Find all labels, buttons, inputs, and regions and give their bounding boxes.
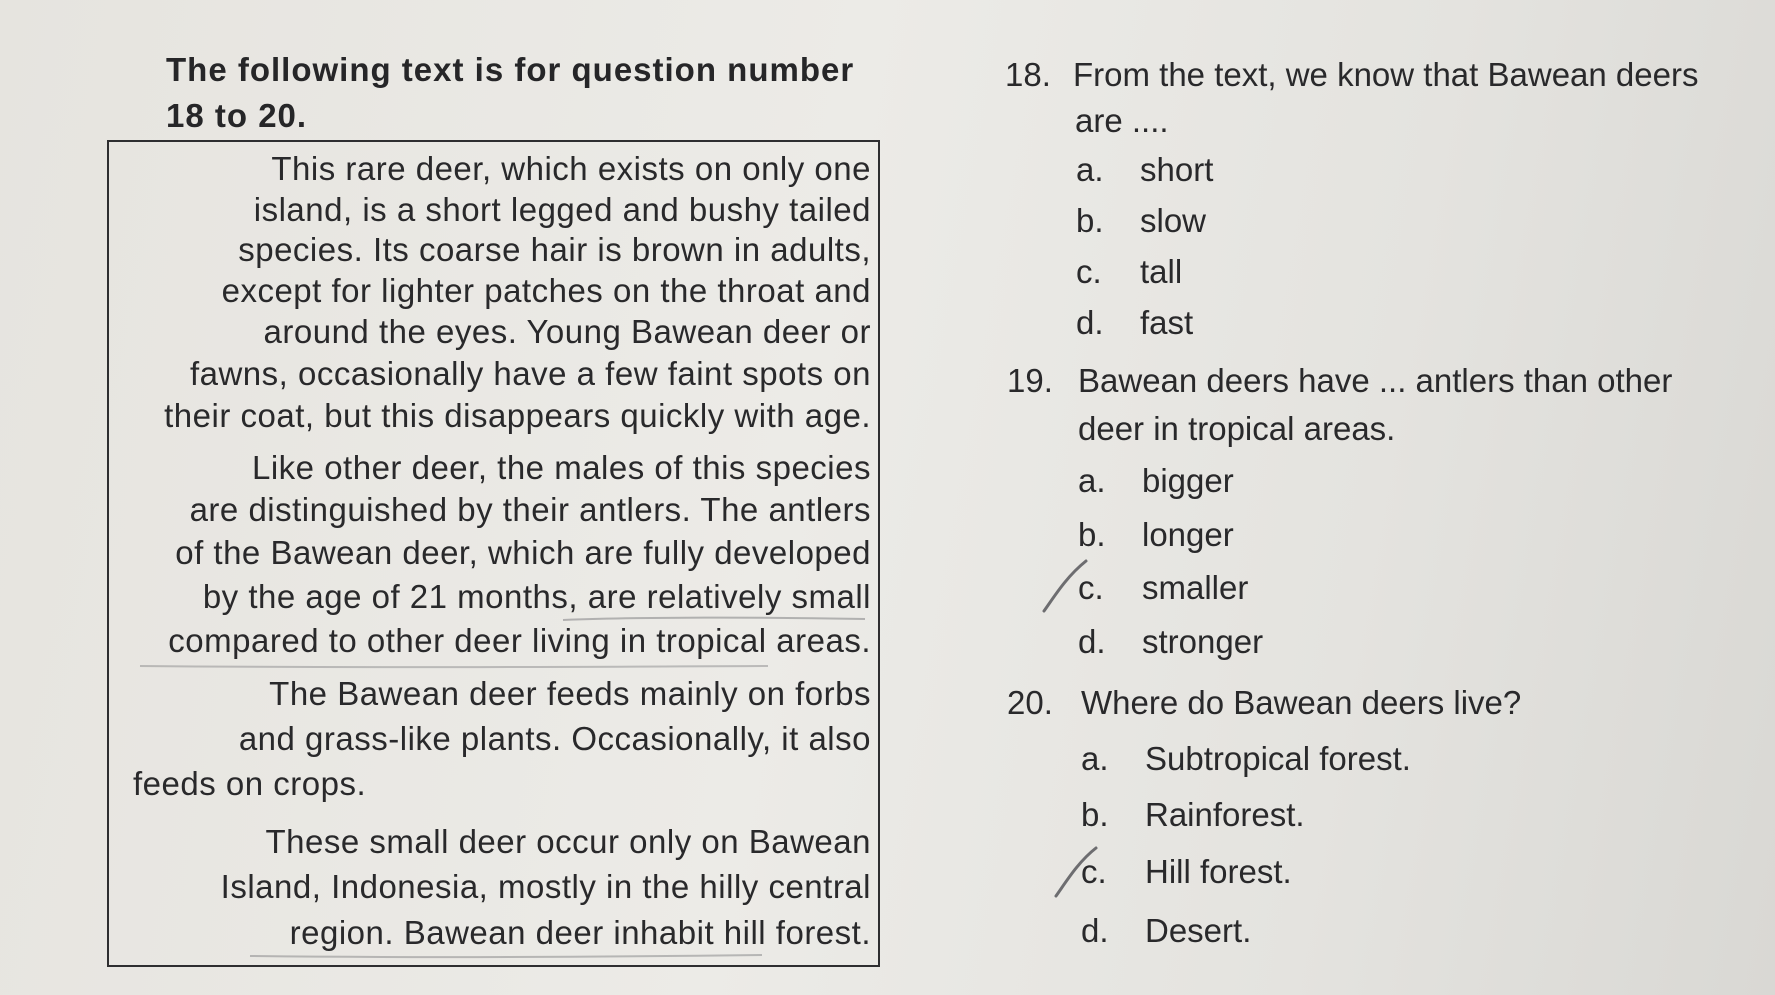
passage-line: The Bawean deer feeds mainly on forbs	[269, 675, 871, 712]
question-number: 18.	[1005, 56, 1051, 93]
passage-line: are distinguished by their antlers. The antlers	[189, 491, 871, 528]
passage-line: These small deer occur only on Bawean	[265, 823, 871, 860]
pencil-checkmark-icon	[1052, 840, 1102, 900]
option-letter: d.	[1081, 912, 1109, 949]
answer-option[interactable]	[1076, 304, 1193, 342]
passage-line: compared to other deer living in tropical areas.	[168, 622, 871, 659]
answer-option[interactable]	[1081, 740, 1411, 778]
option-letter: c.	[1081, 853, 1107, 890]
option-text: short	[1140, 151, 1214, 188]
passage-line: region. Bawean deer inhabit hill forest.	[289, 914, 871, 951]
option-text: tall	[1140, 253, 1183, 290]
option-text: Subtropical forest.	[1145, 740, 1411, 777]
answer-option[interactable]	[1081, 912, 1251, 950]
passage-line: fawns, occasionally have a few faint spots on	[189, 355, 871, 392]
option-letter: a.	[1078, 462, 1106, 499]
option-letter: d.	[1078, 623, 1106, 660]
option-text: fast	[1140, 304, 1194, 341]
option-letter: d.	[1076, 304, 1104, 341]
answer-option[interactable]	[1081, 853, 1292, 891]
answer-option[interactable]	[1078, 623, 1263, 661]
question-text: deer in tropical areas.	[1078, 410, 1396, 447]
option-text: Hill forest.	[1145, 853, 1292, 890]
passage-line: feeds on crops.	[133, 765, 367, 802]
passage-line: Like other deer, the males of this species	[252, 449, 871, 486]
passage-line: This rare deer, which exists on only one	[271, 150, 871, 187]
option-text: Desert.	[1145, 912, 1252, 949]
option-letter: c.	[1078, 569, 1104, 606]
passage-line: except for lighter patches on the throat and	[221, 272, 871, 309]
pencil-checkmark-icon	[1040, 555, 1090, 615]
option-text: smaller	[1142, 569, 1249, 606]
answer-option[interactable]	[1076, 253, 1182, 291]
passage-line: species. Its coarse hair is brown in adults,	[238, 231, 871, 268]
option-text: slow	[1140, 202, 1207, 239]
passage-line: Island, Indonesia, mostly in the hilly central	[220, 868, 871, 905]
question-text: are ....	[1075, 102, 1169, 139]
intro-line: 18 to 20.	[166, 97, 308, 134]
option-text: bigger	[1142, 462, 1234, 499]
passage-line: by the age of 21 months, are relatively small	[202, 578, 871, 615]
option-letter: b.	[1076, 202, 1104, 239]
answer-option[interactable]	[1078, 569, 1248, 607]
option-letter: a.	[1076, 151, 1104, 188]
answer-option[interactable]	[1081, 796, 1305, 834]
passage-line: of the Bawean deer, which are fully developed	[175, 534, 871, 571]
intro-line: The following text is for question number	[166, 51, 855, 88]
question-text: From the text, we know that Bawean deers	[1073, 56, 1699, 93]
question-text: Where do Bawean deers live?	[1081, 684, 1522, 721]
answer-option[interactable]	[1078, 462, 1234, 500]
option-text: Rainforest.	[1145, 796, 1305, 833]
passage-line: island, is a short legged and bushy tailed	[253, 191, 871, 228]
option-letter: b.	[1078, 516, 1106, 553]
option-letter: c.	[1076, 253, 1102, 290]
option-text: stronger	[1142, 623, 1264, 660]
answer-option[interactable]	[1076, 202, 1206, 240]
answer-option[interactable]	[1078, 516, 1234, 554]
answer-option[interactable]	[1076, 151, 1213, 189]
passage-line: around the eyes. Young Bawean deer or	[263, 313, 871, 350]
option-letter: a.	[1081, 740, 1109, 777]
question-number: 19.	[1007, 362, 1053, 399]
option-letter: b.	[1081, 796, 1109, 833]
question-number: 20.	[1007, 684, 1053, 721]
question-text: Bawean deers have ... antlers than other	[1078, 362, 1673, 399]
option-text: longer	[1142, 516, 1234, 553]
passage-line: and grass-like plants. Occasionally, it also	[238, 720, 871, 757]
passage-line: their coat, but this disappears quickly with age.	[164, 397, 871, 434]
